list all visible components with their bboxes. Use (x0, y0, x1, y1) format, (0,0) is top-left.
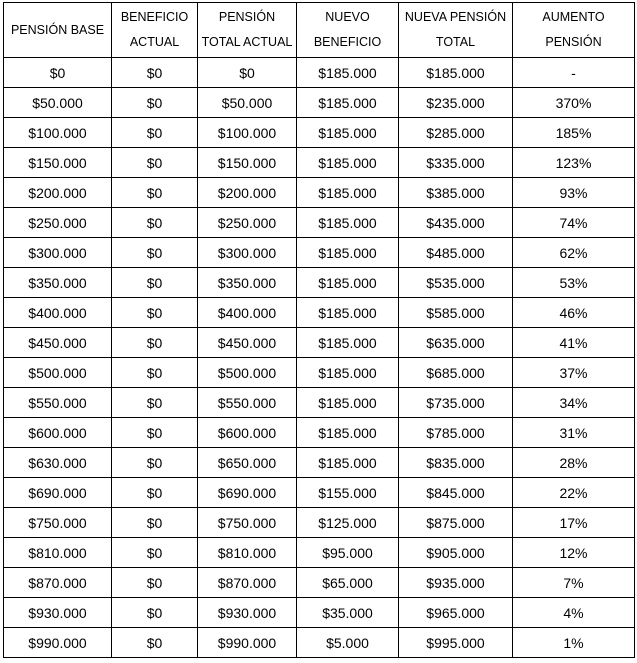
pension-total-actual-cell: $200.000 (198, 178, 297, 208)
pension-total-actual-cell: $350.000 (198, 268, 297, 298)
table-row (4, 358, 635, 388)
header-nueva-pension-total (399, 3, 513, 58)
nuevo-beneficio-cell: $155.000 (297, 478, 399, 508)
header-line-2: PENSIÓN BASE (10, 22, 105, 37)
table-row (4, 568, 635, 598)
pension-base-cell: $200.000 (4, 178, 112, 208)
nuevo-beneficio-cell: $185.000 (297, 208, 399, 238)
nueva-pension-total-cell: $935.000 (399, 568, 513, 598)
beneficio-actual-cell: $0 (112, 88, 198, 118)
pension-total-actual-cell: $690.000 (198, 478, 297, 508)
pension-base-cell: $550.000 (4, 388, 112, 418)
beneficio-actual-cell: $0 (112, 238, 198, 268)
nuevo-beneficio-cell: $185.000 (297, 358, 399, 388)
nuevo-beneficio-cell: $185.000 (297, 388, 399, 418)
nueva-pension-total-cell: $235.000 (399, 88, 513, 118)
pension-total-actual-cell: $250.000 (198, 208, 297, 238)
nuevo-beneficio-cell: $185.000 (297, 298, 399, 328)
header-line-1: PENSIÓN (218, 10, 276, 24)
beneficio-actual-cell: $0 (112, 148, 198, 178)
beneficio-actual-cell: $0 (112, 568, 198, 598)
aumento-pension-cell: 123% (513, 148, 635, 178)
table-row (4, 538, 635, 568)
nuevo-beneficio-cell: $185.000 (297, 178, 399, 208)
aumento-pension-cell: 4% (513, 598, 635, 628)
nueva-pension-total-cell: $385.000 (399, 178, 513, 208)
pension-base-cell: $750.000 (4, 508, 112, 538)
pension-total-actual-cell: $550.000 (198, 388, 297, 418)
table-row (4, 58, 635, 88)
pension-total-actual-cell: $930.000 (198, 598, 297, 628)
pension-total-actual-cell: $990.000 (198, 628, 297, 658)
pension-base-cell: $300.000 (4, 238, 112, 268)
nueva-pension-total-cell: $635.000 (399, 328, 513, 358)
beneficio-actual-cell: $0 (112, 298, 198, 328)
beneficio-actual-cell: $0 (112, 538, 198, 568)
pension-table (3, 2, 635, 658)
pension-base-cell: $600.000 (4, 418, 112, 448)
nuevo-beneficio-cell: $185.000 (297, 58, 399, 88)
header-line-1: BENEFICIO (120, 10, 189, 24)
pension-total-actual-cell: $100.000 (198, 118, 297, 148)
header-pension-total-actual (198, 3, 297, 58)
beneficio-actual-cell: $0 (112, 268, 198, 298)
nueva-pension-total-cell: $685.000 (399, 358, 513, 388)
nueva-pension-total-cell: $485.000 (399, 238, 513, 268)
pension-base-cell: $250.000 (4, 208, 112, 238)
nuevo-beneficio-cell: $5.000 (297, 628, 399, 658)
nuevo-beneficio-cell: $95.000 (297, 538, 399, 568)
nuevo-beneficio-cell: $185.000 (297, 448, 399, 478)
nueva-pension-total-cell: $905.000 (399, 538, 513, 568)
nueva-pension-total-cell: $185.000 (399, 58, 513, 88)
pension-base-cell: $870.000 (4, 568, 112, 598)
nueva-pension-total-cell: $995.000 (399, 628, 513, 658)
pension-total-actual-cell: $300.000 (198, 238, 297, 268)
beneficio-actual-cell: $0 (112, 58, 198, 88)
table-body (4, 58, 635, 658)
pension-total-actual-cell: $400.000 (198, 298, 297, 328)
pension-total-actual-cell: $500.000 (198, 358, 297, 388)
table-row (4, 448, 635, 478)
nueva-pension-total-cell: $965.000 (399, 598, 513, 628)
aumento-pension-cell: 185% (513, 118, 635, 148)
nueva-pension-total-cell: $845.000 (399, 478, 513, 508)
header-line-2: TOTAL (435, 35, 476, 49)
table-row (4, 148, 635, 178)
aumento-pension-cell: 41% (513, 328, 635, 358)
nueva-pension-total-cell: $875.000 (399, 508, 513, 538)
pension-base-cell: $500.000 (4, 358, 112, 388)
beneficio-actual-cell: $0 (112, 478, 198, 508)
pension-base-cell: $930.000 (4, 598, 112, 628)
pension-base-cell: $100.000 (4, 118, 112, 148)
header-line-1: NUEVA PENSIÓN (404, 10, 507, 24)
pension-total-actual-cell: $600.000 (198, 418, 297, 448)
aumento-pension-cell: - (513, 58, 635, 88)
beneficio-actual-cell: $0 (112, 448, 198, 478)
aumento-pension-cell: 22% (513, 478, 635, 508)
table-row (4, 118, 635, 148)
table-row (4, 478, 635, 508)
aumento-pension-cell: 370% (513, 88, 635, 118)
beneficio-actual-cell: $0 (112, 418, 198, 448)
nueva-pension-total-cell: $585.000 (399, 298, 513, 328)
aumento-pension-cell: 28% (513, 448, 635, 478)
pension-base-cell: $990.000 (4, 628, 112, 658)
pension-base-cell: $630.000 (4, 448, 112, 478)
table-row (4, 88, 635, 118)
header-pension-base (4, 3, 112, 58)
table-row (4, 418, 635, 448)
header-row (4, 3, 635, 58)
pension-base-cell: $150.000 (4, 148, 112, 178)
nuevo-beneficio-cell: $185.000 (297, 268, 399, 298)
pension-total-actual-cell: $50.000 (198, 88, 297, 118)
header-line-2: BENEFICIO (313, 35, 382, 49)
nueva-pension-total-cell: $285.000 (399, 118, 513, 148)
pension-base-cell: $450.000 (4, 328, 112, 358)
nuevo-beneficio-cell: $185.000 (297, 238, 399, 268)
table-row (4, 328, 635, 358)
nueva-pension-total-cell: $785.000 (399, 418, 513, 448)
beneficio-actual-cell: $0 (112, 328, 198, 358)
header-aumento-pension (513, 3, 635, 58)
aumento-pension-cell: 7% (513, 568, 635, 598)
header-line-2: ACTUAL (129, 35, 180, 49)
table-row (4, 298, 635, 328)
aumento-pension-cell: 31% (513, 418, 635, 448)
beneficio-actual-cell: $0 (112, 358, 198, 388)
pension-total-actual-cell: $750.000 (198, 508, 297, 538)
aumento-pension-cell: 74% (513, 208, 635, 238)
beneficio-actual-cell: $0 (112, 508, 198, 538)
header-line-2: PENSIÓN (545, 35, 602, 49)
aumento-pension-cell: 53% (513, 268, 635, 298)
beneficio-actual-cell: $0 (112, 598, 198, 628)
table-header (4, 3, 635, 58)
header-line-2: TOTAL ACTUAL (201, 35, 293, 49)
aumento-pension-cell: 93% (513, 178, 635, 208)
nuevo-beneficio-cell: $185.000 (297, 328, 399, 358)
header-beneficio-actual (112, 3, 198, 58)
pension-base-cell: $50.000 (4, 88, 112, 118)
nuevo-beneficio-cell: $185.000 (297, 418, 399, 448)
nuevo-beneficio-cell: $185.000 (297, 88, 399, 118)
pension-base-cell: $0 (4, 58, 112, 88)
nueva-pension-total-cell: $735.000 (399, 388, 513, 418)
beneficio-actual-cell: $0 (112, 118, 198, 148)
aumento-pension-cell: 34% (513, 388, 635, 418)
beneficio-actual-cell: $0 (112, 178, 198, 208)
pension-base-cell: $810.000 (4, 538, 112, 568)
aumento-pension-cell: 17% (513, 508, 635, 538)
aumento-pension-cell: 62% (513, 238, 635, 268)
nuevo-beneficio-cell: $35.000 (297, 598, 399, 628)
beneficio-actual-cell: $0 (112, 388, 198, 418)
beneficio-actual-cell: $0 (112, 208, 198, 238)
pension-base-cell: $350.000 (4, 268, 112, 298)
aumento-pension-cell: 1% (513, 628, 635, 658)
aumento-pension-cell: 12% (513, 538, 635, 568)
pension-base-cell: $690.000 (4, 478, 112, 508)
table-row (4, 208, 635, 238)
aumento-pension-cell: 37% (513, 358, 635, 388)
nueva-pension-total-cell: $335.000 (399, 148, 513, 178)
nuevo-beneficio-cell: $185.000 (297, 148, 399, 178)
pension-total-actual-cell: $0 (198, 58, 297, 88)
nuevo-beneficio-cell: $185.000 (297, 118, 399, 148)
table-row (4, 388, 635, 418)
table-row (4, 508, 635, 538)
table-row (4, 238, 635, 268)
table-row (4, 628, 635, 658)
table-row (4, 598, 635, 628)
nuevo-beneficio-cell: $125.000 (297, 508, 399, 538)
nueva-pension-total-cell: $835.000 (399, 448, 513, 478)
pension-total-actual-cell: $450.000 (198, 328, 297, 358)
pension-total-actual-cell: $810.000 (198, 538, 297, 568)
nueva-pension-total-cell: $435.000 (399, 208, 513, 238)
header-line-1: NUEVO (325, 10, 370, 24)
aumento-pension-cell: 46% (513, 298, 635, 328)
pension-total-actual-cell: $150.000 (198, 148, 297, 178)
header-nuevo-beneficio (297, 3, 399, 58)
header-line-1: AUMENTO (542, 10, 605, 24)
pension-base-cell: $400.000 (4, 298, 112, 328)
beneficio-actual-cell: $0 (112, 628, 198, 658)
table-row (4, 268, 635, 298)
table-row (4, 178, 635, 208)
nuevo-beneficio-cell: $65.000 (297, 568, 399, 598)
pension-total-actual-cell: $650.000 (198, 448, 297, 478)
nueva-pension-total-cell: $535.000 (399, 268, 513, 298)
pension-total-actual-cell: $870.000 (198, 568, 297, 598)
